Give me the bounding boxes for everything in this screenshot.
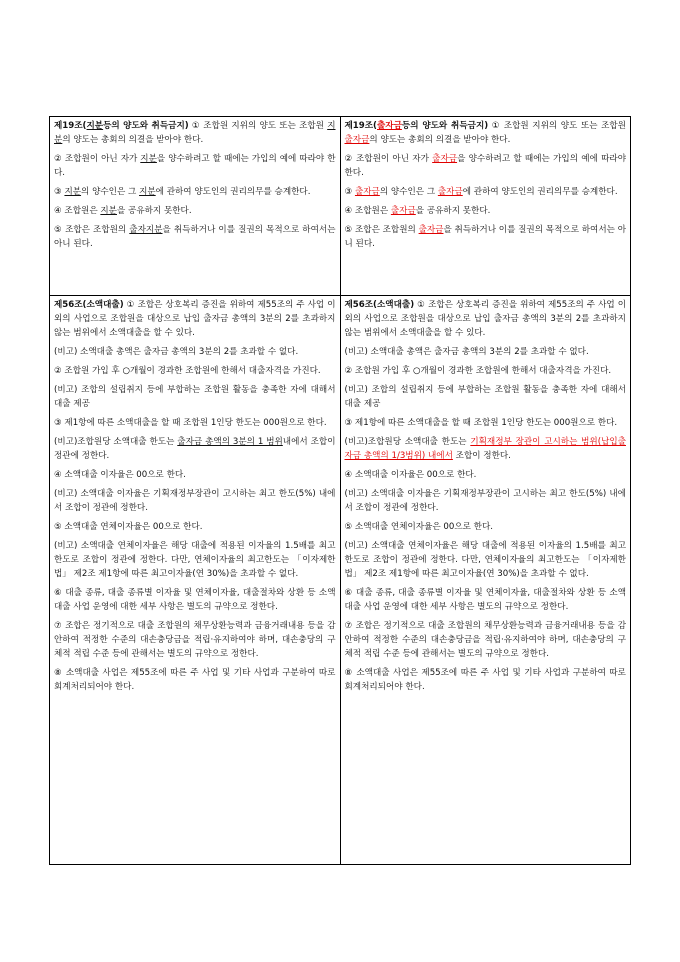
right-a19-paragraph-5: ⑤ 조합은 조합원의 출자금을 취득하거나 이를 질권의 목적으로 하여서는 아니 된다. [344,225,626,249]
left-a56-title: 제56조(소액대출) [54,300,124,310]
right-a19-title: 제19조(출자금등의 양도와 취득금지) [344,121,489,131]
right-a19-paragraph-3: ③ 출자금의 양수인은 그 출자금에 관하여 양도인의 권리의무를 승계한다. [344,187,618,197]
right-a56-paragraph-2: ② 조합원 가입 후 ○개월이 경과한 조합원에 한해서 대출자격을 가진다. [344,366,612,376]
right-a56-title: 제56조(소액대출) [344,300,415,310]
left-a56-note-5: (비고) 소액대출 연체이자율은 해당 대출에 적용된 이자율의 1.5배를 최고 한도로 조합이 정관에 정한다. 다만, 연체이자율의 최고한도는 「이자제한법」 제2조 제1항에 따른 최고이자율(연 30%)을 초과할 수 없다. [54,541,336,579]
left-a56-paragraph-2: ② 조합원 가입 후 ○개월이 경과한 조합원에 한해서 대출자격을 가진다. [54,366,321,376]
left-a56-paragraph-6: ⑥ 대출 종류, 대출 종류별 이자율 및 연체이자율, 대출절차와 상환 등 소액대출 사업 운영에 대한 세부 사항은 별도의 규약으로 정한다. [54,588,336,612]
left-a56-paragraph-3: ③ 제1항에 따른 소액대출을 할 때 조합원 1인당 한도는 000원으로 한다. [54,418,327,428]
left-a56-note-1: (비고) 소액대출 총액은 출자금 총액의 3분의 2를 초과할 수 없다. [54,347,299,357]
left-a56-paragraph-8: ⑧ 소액대출 사업은 제55조에 따른 주 사업 및 기타 사업과 구분하여 따로 회계처리되어야 한다. [54,668,336,692]
left-a56-paragraph-7: ⑦ 조합은 정기적으로 대출 조합원의 채무상환능력과 금융거래내용 등을 감안하여 적정한 수준의 대손충당금을 적립·유지하여야 하며, 대손충당의 구체적 적립 수준 등에 관해서는 별도의 규약으로 정한다. [54,621,336,659]
left-a19-paragraph-3: ③ 지분의 양수인은 그 지분에 관하여 양도인의 권리의무를 승계한다. [54,187,311,197]
left-a56-paragraph-5: ⑤ 소액대출 연체이자율은 00으로 한다. [54,522,203,532]
comparison-document [49,116,631,865]
left-a56-paragraph-4: ④ 소액대출 이자율은 00으로 한다. [54,470,186,480]
right-a56-paragraph-6: ⑥ 대출 종류, 대출 종류별 이자율 및 연체이자율, 대출절차와 상환 등 소액대출 사업 운영에 대한 세부 사항은 별도의 규약으로 정한다. [344,588,626,612]
left-a56-note-3: (비고)조합원당 소액대출 한도는 출자금 총액의 3분의 1 범위내에서 조합이 정관에 정한다. [54,437,336,461]
table-row-article-19 [50,117,631,296]
right-a56-paragraph-5: ⑤ 소액대출 연체이자율은 00으로 한다. [344,522,494,532]
left-a19-paragraph-4: ④ 조합원은 지분을 공유하지 못한다. [54,206,192,216]
right-a56-paragraph-3: ③ 제1항에 따른 소액대출을 할 때 조합원 1인당 한도는 000원으로 한다. [344,418,618,428]
right-cell-article-56 [340,296,631,865]
left-a19-title: 제19조(지분등의 양도와 취득금지) [54,121,189,131]
right-a19-paragraph-4: ④ 조합원은 출자금을 공유하지 못한다. [344,206,491,216]
left-a56-note-2: (비고) 조합의 설립취지 등에 부합하는 조합원 활동을 충족한 자에 대해서 대출 제공 [54,385,336,409]
right-cell-article-19 [340,117,631,296]
comparison-table [49,116,631,865]
right-a56-note-3: (비고)조합원당 소액대출 한도는 기획재정부 장관이 고시하는 범위(납입출자금 총액의 1/3범위) 내에서 조합이 정한다. [344,437,626,461]
right-a19-paragraph-2: ② 조합원이 아닌 자가 출자금을 양수하려고 할 때에는 가입의 예에 따라야 한다. [344,154,627,178]
left-cell-article-56 [50,296,341,865]
left-cell-article-19 [50,117,341,296]
left-a19-paragraph-5: ⑤ 조합은 조합원의 출자지분을 취득하거나 이를 질권의 목적으로 하여서는 아니 된다. [54,225,336,249]
table-row-article-56 [50,296,631,865]
left-a56-paragraph-1: 제56조(소액대출) ① 조합은 상호복리 증진을 위하여 제55조의 주 사업 이외의 사업으로 조합원을 대상으로 납입 출자금 총액의 3분의 2를 초과하지 않는 범위에서 소액대출을 할 수 있다. [54,300,336,338]
right-a56-paragraph-8: ⑧ 소액대출 사업은 제55조에 따른 주 사업 및 기타 사업과 구분하여 따로 회계처리되어야 한다. [344,668,626,692]
right-a19-paragraph-1: 제19조(출자금등의 양도와 취득금지) ① 조합원 지위의 양도 또는 조합원 출자금의 양도는 총회의 의결을 받아야 한다. [344,121,626,145]
right-a56-note-5: (비고) 소액대출 연체이자율은 해당 대출에 적용된 이자율의 1.5배를 최고 한도로 조합이 정관에 정한다. 다만, 연체이자율의 최고한도는 「이자제한법」 제2조 제1항에 따른 최고이자율(연 30%)을 초과할 수 없다. [344,541,626,579]
left-a19-paragraph-2: ② 조합원이 아닌 자가 지분을 양수하려고 할 때에는 가입의 예에 따라야 한다. [54,154,336,178]
right-a56-note-2: (비고) 조합의 설립취지 등에 부합하는 조합원 활동을 충족한 자에 대해서 대출 제공 [344,385,626,409]
left-a19-paragraph-1: 제19조(지분등의 양도와 취득금지) ① 조합원 지위의 양도 또는 조합원 지분의 양도는 총회의 의결을 받아야 한다. [54,121,336,145]
right-a56-paragraph-1: 제56조(소액대출) ① 조합은 상호복리 증진을 위하여 제55조의 주 사업 이외의 사업으로 조합원을 대상으로 납입 출자금 총액의 3분의 2를 초과하지 않는 범위에서 소액대출을 할 수 있다. [344,300,626,338]
left-a56-note-4: (비고) 소액대출 이자율은 기획재정부장관이 고시하는 최고 한도(5%) 내에서 조합이 정관에 정한다. [54,489,336,513]
right-a56-note-4: (비고) 소액대출 이자율은 기획재정부장관이 고시하는 최고 한도(5%) 내에서 조합이 정관에 정한다. [344,489,626,513]
right-a56-paragraph-4: ④ 소액대출 이자율은 00으로 한다. [344,470,477,480]
right-a56-paragraph-7: ⑦ 조합은 정기적으로 대출 조합원의 채무상환능력과 금융거래내용 등을 감안하여 적정한 수준의 대손충당금을 적립·유지하여야 하며, 대손충당의 구체적 적립 수준 등에 관해서는 별도의 규약으로 정한다. [344,621,626,659]
right-a56-note-1: (비고) 소액대출 총액은 출자금 총액의 3분의 2를 초과할 수 없다. [344,347,589,357]
